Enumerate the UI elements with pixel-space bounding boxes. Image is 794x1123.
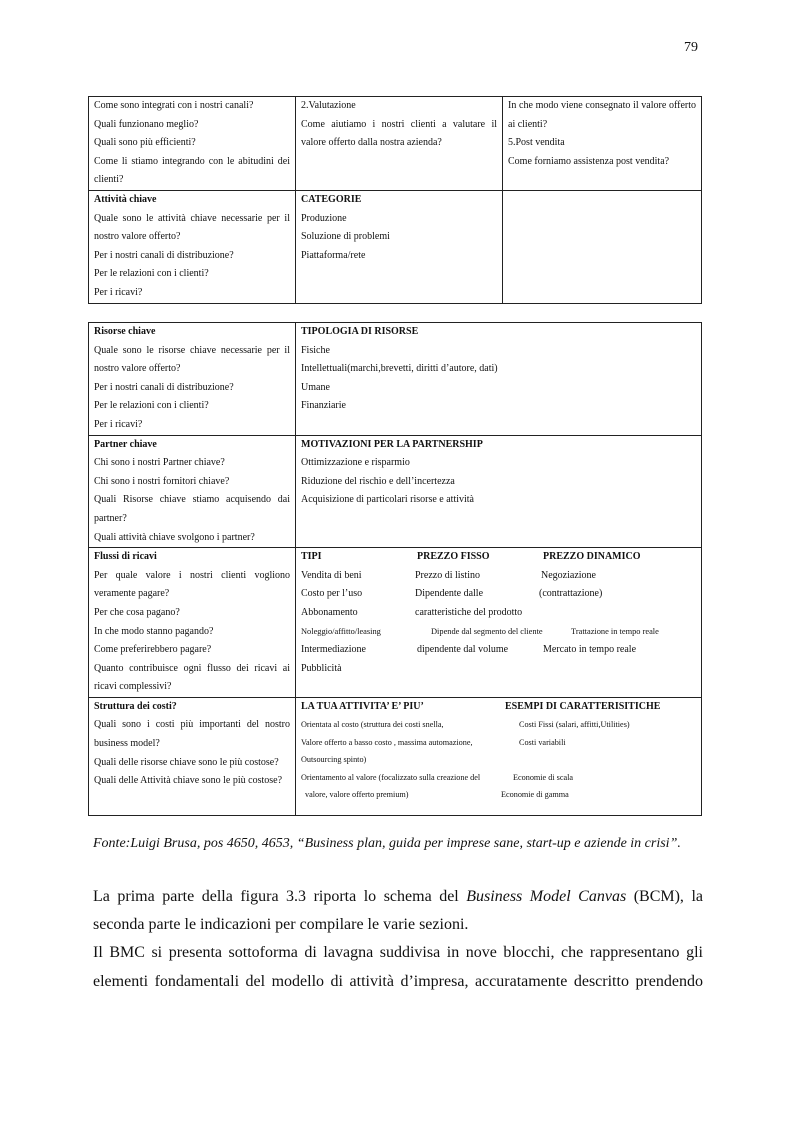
body-text: [93, 883, 703, 996]
question-line: Come sono integrati con i nostri canali?: [94, 100, 254, 111]
question-line: Quale sono le attività chiave necessarie per il nostro valore offerto?: [94, 212, 290, 243]
list-item: Ottimizzazione e risparmio: [301, 457, 410, 469]
cell-text: Economie di scala: [513, 772, 574, 782]
cell-text: Economie di gamma: [501, 790, 569, 800]
question-line: Per i nostri canali di distribuzione?: [94, 249, 234, 261]
prezzi-cell: [296, 548, 702, 698]
cell-text: Noleggio/affitto/leasing: [301, 626, 381, 636]
cell-text: Costi variabili: [519, 737, 566, 747]
section-title: MOTIVAZIONI PER LA PARTNERSHIP: [301, 438, 483, 450]
table-row: [89, 97, 702, 191]
question-line: Quali delle Attività chiave sono le più costose?: [94, 775, 283, 787]
cell-text: Negoziazione: [541, 569, 596, 581]
question-line: Quali attività chiave svolgono i partner?: [94, 531, 255, 543]
costi-row: [301, 769, 696, 786]
spacer: [301, 803, 696, 815]
cell-text: Costo per l’uso: [301, 588, 363, 600]
question-line: Per le relazioni con i clienti?: [94, 400, 209, 412]
prezzi-row: [301, 604, 696, 623]
question-line: Chi sono i nostri fornitori chiave?: [94, 475, 230, 487]
cell-text: caratteristiche del prodotto: [415, 606, 523, 618]
section-title: Struttura dei costi?: [94, 700, 177, 712]
prezzi-row: [301, 623, 696, 642]
question-line: Quali sono più efficienti?: [94, 137, 196, 149]
question-line: Come aiutiamo i nostri clienti a valutare il valore offerto dalla nostra azienda?: [301, 118, 497, 149]
cell-text: Prezzo di listino: [415, 569, 480, 581]
column-header: LA TUA ATTIVITA’ E’ PIU’: [301, 700, 424, 712]
cell-text: Outsourcing spinto): [301, 755, 367, 765]
list-item: Finanziarie: [301, 400, 346, 412]
bmc-guide-table-bottom: [88, 322, 702, 816]
costi-row: [301, 786, 696, 803]
table-row: [89, 323, 702, 436]
cell-text: Pubblicità: [301, 662, 342, 674]
column-header: PREZZO DINAMICO: [543, 551, 641, 563]
cell-text: Trattazione in tempo reale: [571, 626, 659, 636]
prezzi-header-row: [301, 548, 696, 567]
empty-cell: [503, 190, 702, 303]
cell-text: Mercato in tempo reale: [543, 644, 637, 656]
attivita-chiave-cell: [89, 190, 296, 303]
question-line: In che modo viene consegnato il valore offerto ai clienti?: [508, 100, 696, 130]
question-line: Per i ricavi?: [94, 418, 143, 430]
cell-text: Dipendente dalle: [415, 588, 484, 600]
phase-label: 5.Post vendita: [508, 137, 565, 149]
cell-text: dipendente dal volume: [417, 644, 509, 656]
table-row: [89, 435, 702, 548]
question-line: Quali sono i costi più importanti del nostro business model?: [94, 719, 290, 750]
list-item: Piattaforma/rete: [301, 249, 366, 261]
list-item: Umane: [301, 381, 330, 393]
list-item: Fisiche: [301, 344, 330, 356]
consegna-cell: [503, 97, 702, 191]
list-item: Riduzione del rischio e dell’incertezza: [301, 475, 455, 487]
column-header: ESEMPI DI CARATTERISITICHE: [505, 700, 661, 712]
bmc-guide-table-top: [88, 96, 702, 304]
cell-text: Orientata al costo (struttura dei costi snella,: [301, 720, 444, 730]
costi-row: [301, 751, 696, 768]
prezzi-row: [301, 641, 696, 660]
question-line: Quali Risorse chiave stiamo acquisendo dai partner?: [94, 494, 290, 524]
text-run-italic: Business Model Canvas: [466, 888, 627, 905]
canali-questions-cell: [89, 97, 296, 191]
motivazioni-cell: [296, 435, 702, 548]
costi-row: [301, 716, 696, 733]
question-line: Per che cosa pagano?: [94, 606, 180, 618]
tipologia-risorse-cell: [296, 323, 702, 436]
cell-text: Valore offerto a basso costo , massima automazione,: [301, 737, 473, 747]
section-title: CATEGORIE: [301, 193, 362, 205]
question-line: Come forniamo assistenza post vendita?: [508, 155, 670, 167]
attivita-costi-cell: [296, 697, 702, 816]
paragraph: elementi fondamentali del modello di attività d’impresa, accuratamente descritto prendendo: [93, 972, 703, 990]
phase-label: 2.Valutazione: [301, 100, 356, 111]
paragraph: [93, 883, 703, 939]
paragraph: Il BMC si presenta sottoforma di lavagna suddivisa in nove blocchi, che rappresentano gli: [93, 944, 703, 962]
cell-text: Orientamento al valore (focalizzato sulla creazione del: [301, 772, 481, 782]
question-line: Come li stiamo integrando con le abitudini dei clienti?: [94, 155, 290, 186]
flussi-ricavi-cell: [89, 548, 296, 698]
categorie-cell: [296, 190, 503, 303]
column-header: PREZZO FISSO: [417, 551, 490, 563]
question-line: Per le relazioni con i clienti?: [94, 268, 209, 280]
question-line: Quali funzionano meglio?: [94, 118, 199, 130]
question-line: In che modo stanno pagando?: [94, 625, 214, 637]
text-run: (BCM), la seconda parte le indicazioni per compilare le varie sezioni.: [93, 888, 703, 934]
cell-text: Dipende dal segmento del cliente: [431, 626, 543, 636]
cell-text: Intermediazione: [301, 644, 366, 656]
prezzi-row: [301, 660, 696, 679]
section-title: Attività chiave: [94, 193, 157, 205]
list-item: Intellettuali(marchi,brevetti, diritti d’autore, dati): [301, 363, 498, 375]
list-item: Acquisizione di particolari risorse e attività: [301, 494, 474, 506]
list-item: Soluzione di problemi: [301, 231, 390, 243]
cell-text: Abbonamento: [301, 606, 358, 618]
cell-text: Vendita di beni: [301, 569, 362, 581]
valutazione-cell: [296, 97, 503, 191]
prezzi-row: [301, 567, 696, 586]
risorse-chiave-cell: [89, 323, 296, 436]
column-header: TIPI: [301, 551, 322, 563]
table-row: [89, 548, 702, 698]
question-line: Per quale valore i nostri clienti vogliono veramente pagare?: [94, 569, 290, 600]
question-line: Come preferirebbero pagare?: [94, 644, 212, 656]
struttura-costi-cell: [89, 697, 296, 816]
section-title: Flussi di ricavi: [94, 551, 157, 563]
source-caption: Fonte:Luigi Brusa, pos 4650, 4653, “Business plan, guida per imprese sane, start-up e aziende in crisi”.: [93, 836, 681, 851]
list-item: Produzione: [301, 212, 347, 224]
section-title: Risorse chiave: [94, 326, 156, 337]
section-title: TIPOLOGIA DI RISORSE: [301, 326, 419, 337]
question-line: Quanto contribuisce ogni flusso dei ricavi ai ricavi complessivi?: [94, 662, 290, 693]
prezzi-row: [301, 585, 696, 604]
question-line: Per i nostri canali di distribuzione?: [94, 381, 234, 393]
page-number: 79: [684, 40, 698, 55]
table-row: [89, 190, 702, 303]
spacer: [94, 791, 290, 797]
question-line: Per i ricavi?: [94, 286, 143, 298]
question-line: Quale sono le risorse chiave necessarie per il nostro valore offerto?: [94, 344, 290, 375]
cell-text: valore, valore offerto premium): [305, 790, 409, 800]
partner-chiave-cell: [89, 435, 296, 548]
costi-header-row: [301, 698, 696, 717]
cell-text: (contrattazione): [539, 588, 603, 600]
question-line: Chi sono i nostri Partner chiave?: [94, 457, 225, 469]
costi-row: [301, 734, 696, 751]
cell-text: Costi Fissi (salari, affitti,Utilities): [519, 720, 630, 730]
text-run: La prima parte della figura 3.3 riporta lo schema del: [93, 888, 467, 905]
section-title: Partner chiave: [94, 438, 157, 450]
question-line: Quali delle risorse chiave sono le più costose?: [94, 756, 279, 768]
table-row: [89, 697, 702, 816]
